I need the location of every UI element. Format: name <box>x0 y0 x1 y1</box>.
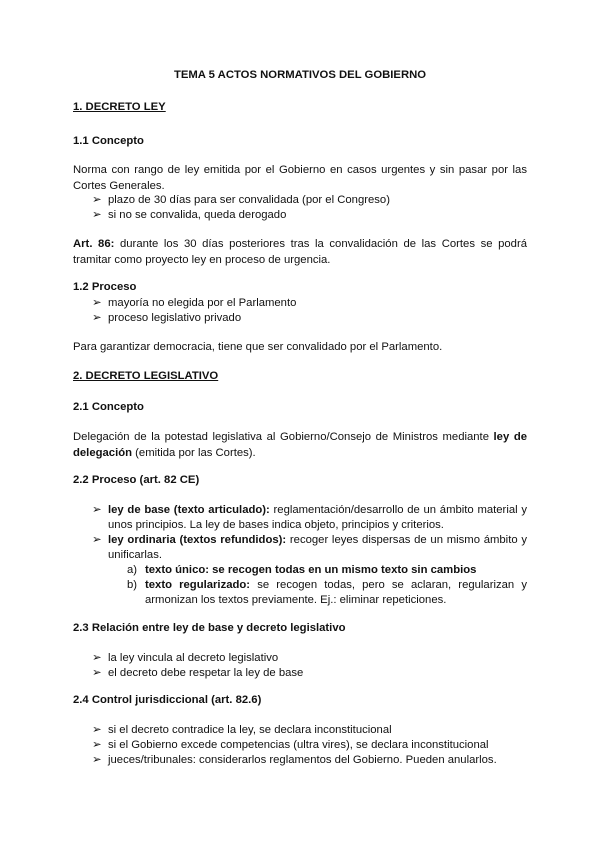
subsection-heading-concepto-2: 2.1 Concepto <box>73 401 144 413</box>
subsection-heading-concepto: 1.1 Concepto <box>73 135 144 147</box>
list-item: ➢ si no se convalida, queda derogado <box>92 208 527 223</box>
bullet-arrow-icon: ➢ <box>92 504 102 516</box>
bullet-arrow-icon: ➢ <box>92 724 102 736</box>
list-item: ➢ mayoría no elegida por el Parlamento <box>92 296 527 311</box>
list-item: ➢ el decreto debe respetar la ley de base <box>92 666 527 681</box>
list-item: ➢ si el Gobierno excede competencias (ultra vires), se declara inconstitucional <box>92 738 527 753</box>
paragraph-concepto-2: Delegación de la potestad legislativa al Gobierno/Consejo de Ministros mediante ley de delegación (emitida por las Cortes). <box>73 431 527 459</box>
list-item: ➢ la ley vincula al decreto legislativo <box>92 651 527 666</box>
bullet-arrow-icon: ➢ <box>92 667 102 679</box>
subsection-heading-proceso: 1.2 Proceso <box>73 281 137 293</box>
list-item: ➢ si el decreto contradice la ley, se declara inconstitucional <box>92 723 527 738</box>
bullet-arrow-icon: ➢ <box>92 312 102 324</box>
list-item: ➢ proceso legislativo privado <box>92 311 527 326</box>
bullet-arrow-icon: ➢ <box>92 209 102 221</box>
list-item: ➢ plazo de 30 días para ser convalidada (por el Congreso) <box>92 193 527 208</box>
list-item: ➢ ley de base (texto articulado): reglamentación/desarrollo de un ámbito material y unos principios. La ley de bases indica objeto, principios y criterios. <box>92 504 527 532</box>
paragraph-closing: Para garantizar democracia, tiene que ser convalidado por el Parlamento. <box>73 341 443 353</box>
sub-list-item: b) texto regularizado: se recogen todas, pero se aclaran, regularizan y armonizan los textos previamente. Ej.: eliminar repeticiones. <box>127 579 527 607</box>
bullet-arrow-icon: ➢ <box>92 534 102 546</box>
section-heading-decreto-legislativo: 2. DECRETO LEGISLATIVO <box>73 370 219 382</box>
bullet-arrow-icon: ➢ <box>92 297 102 309</box>
bullet-arrow-icon: ➢ <box>92 652 102 664</box>
list-item: ➢ ley ordinaria (textos refundidos): recoger leyes dispersas de un mismo ámbito y unificarlas. <box>92 534 527 562</box>
paragraph-art-86: Art. 86: durante los 30 días posteriores tras la convalidación de las Cortes se podrá tramitar como proyecto ley en proceso de urgencia. <box>73 238 527 266</box>
sub-list-item: a) texto único: se recogen todas en un mismo texto sin cambios <box>127 564 477 576</box>
subsection-heading-control: 2.4 Control jurisdiccional (art. 82.6) <box>73 694 262 706</box>
section-heading-decreto-ley: 1. DECRETO LEY <box>73 101 166 113</box>
subsection-heading-proceso-2: 2.2 Proceso (art. 82 CE) <box>73 474 200 486</box>
subsection-heading-relacion: 2.3 Relación entre ley de base y decreto legislativo <box>73 622 346 634</box>
bullet-arrow-icon: ➢ <box>92 739 102 751</box>
bullet-arrow-icon: ➢ <box>92 754 102 766</box>
list-item: ➢ jueces/tribunales: considerarlos reglamentos del Gobierno. Pueden anularlos. <box>92 753 527 768</box>
document-title: TEMA 5 ACTOS NORMATIVOS DEL GOBIERNO <box>173 69 427 81</box>
paragraph-concepto: Norma con rango de ley emitida por el Gobierno en casos urgentes y sin pasar por las Cortes Generales. <box>73 164 527 192</box>
art-label: Art. 86: <box>73 238 115 250</box>
bullet-arrow-icon: ➢ <box>92 194 102 206</box>
